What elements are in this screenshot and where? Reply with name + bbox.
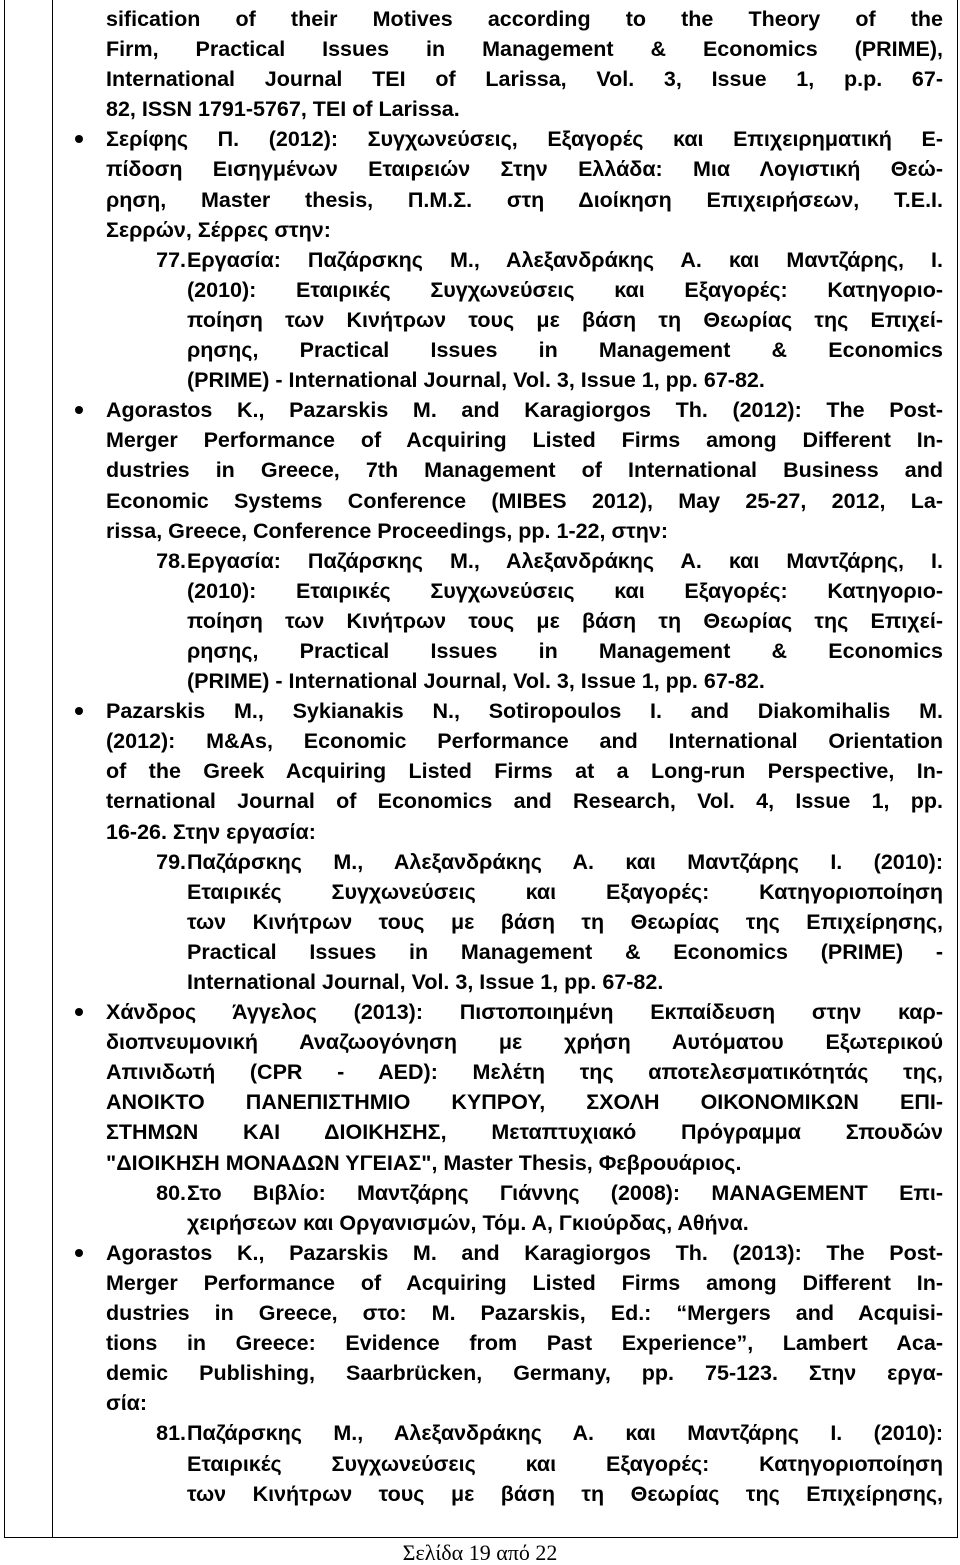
reference-text: Παζάρσκης Μ., Αλεξανδράκης Α. και Μαντζάρης Ι. (2010): (187, 1421, 943, 1446)
reference-number: 79. (156, 849, 186, 874)
reference-number: 78. (156, 548, 186, 573)
reference-text-line: των Κινήτρων τους με βάση τη Θεωρίας της Επιχείρησης, (187, 909, 943, 934)
reference-text-line: 16-26. Στην εργασία: (106, 819, 316, 844)
reference-text-line: Σερρών, Σέρρες στην: (106, 217, 331, 242)
reference-text-line: Εταιρικές Συγχωνεύσεις και Εξαγορές: Κατηγοριοποίηση (187, 1451, 943, 1476)
numbered-reference-line (67, 546, 943, 576)
reference-text-line: ποίηση των Κινήτρων τους με βάση τη Θεωρίας της Επιχεί- (187, 608, 943, 633)
reference-text-line: ternational Journal of Economics and Research, Vol. 4, Issue 1, pp. (106, 789, 943, 814)
reference-text-line: dustries in Greece, 7th Management of International Business and (106, 458, 943, 483)
reference-text-line: (2010): Εταιρικές Συγχωνεύσεις και Εξαγορές: Κατηγοριο- (187, 578, 943, 603)
page-footer: Σελίδα 19 από 22 (402, 1540, 558, 1565)
bullet-icon (75, 1008, 83, 1016)
reference-text-line: ποίηση των Κινήτρων τους με βάση τη Θεωρίας της Επιχεί- (187, 307, 943, 332)
numbered-reference-line (67, 1178, 943, 1208)
reference-text-line: dustries in Greece, στο: M. Pazarskis, Ed.: “Mergers and Acquisi- (106, 1301, 943, 1326)
reference-text: Παζάρσκης Μ., Αλεξανδράκης Α. και Μαντζάρης Ι. (2010): (187, 849, 943, 874)
bullet-icon (75, 406, 83, 414)
column-divider (52, 0, 53, 1537)
reference-text-line: πίδοση Εισηγμένων Εταιρειών Στην Ελλάδα: Μια Λογιστική Θεώ- (106, 157, 943, 182)
numbered-reference-line (67, 245, 943, 275)
reference-text-line: sification of their Motives according to the Theory of the (106, 7, 943, 31)
reference-text-line: ρησης, Practical Issues in Management & Economics (187, 338, 943, 363)
reference-text: Pazarskis M., Sykianakis N., Sotiropoulos I. and Diakomihalis M. (106, 699, 943, 724)
bullet-reference-line (106, 1238, 943, 1268)
reference-text-line: ΣΤΗΜΩΝ ΚΑΙ ΔΙΟΙΚΗΣΗΣ, Μεταπτυχιακό Πρόγραμμα Σπουδών (106, 1120, 943, 1145)
reference-text: Εργασία: Παζάρσκης Μ., Αλεξανδράκης Α. και Μαντζάρης, Ι. (187, 548, 943, 573)
reference-text-line: σία: (106, 1391, 148, 1416)
bullet-reference-line (106, 395, 943, 425)
reference-text-line: Economic Systems Conference (MIBES 2012), May 25-27, 2012, La- (106, 488, 943, 513)
reference-text-line: (PRIME) - International Journal, Vol. 3, Issue 1, pp. 67-82. (187, 669, 765, 694)
reference-text-line: Merger Performance of Acquiring Listed Firms among Different In- (106, 428, 943, 453)
reference-text-line: ρηση, Master thesis, Π.Μ.Σ. στη Διοίκηση Επιχειρήσεων, Τ.Ε.Ι. (106, 187, 943, 212)
bullet-reference-line (106, 696, 943, 726)
reference-text-line: ρησης, Practical Issues in Management & Economics (187, 638, 943, 663)
reference-text-line: (2012): M&As, Economic Performance and International Orientation (106, 729, 943, 754)
reference-text-line: των Κινήτρων τους με βάση τη Θεωρίας της Επιχείρησης, (187, 1481, 943, 1506)
reference-text-line: Απινιδωτή (CPR - AED): Μελέτη της αποτελεσματικότητάς της, (106, 1060, 943, 1085)
bullet-icon (75, 707, 83, 715)
reference-number: 77. (156, 247, 186, 272)
reference-text-line: (2010): Εταιρικές Συγχωνεύσεις και Εξαγορές: Κατηγοριο- (187, 277, 943, 302)
reference-text-line: 82, ISSN 1791-5767, TEI of Larissa. (106, 97, 460, 122)
reference-text: Agorastos K., Pazarskis M. and Karagiorgos Th. (2012): The Post- (106, 398, 943, 423)
reference-list (67, 4, 943, 1509)
bullet-icon (75, 1249, 83, 1257)
reference-text-line: (PRIME) - International Journal, Vol. 3, Issue 1, pp. 67-82. (187, 368, 765, 393)
reference-text-line: of the Greek Acquiring Listed Firms at a Long-run Perspective, In- (106, 759, 943, 784)
reference-text-line: ΑΝΟΙΚΤΟ ΠΑΝΕΠΙΣΤΗΜΙΟ ΚΥΠΡΟΥ, ΣΧΟΛΗ ΟΙΚΟΝΟΜΙΚΩΝ ΕΠΙ- (106, 1090, 943, 1115)
reference-text: Σερίφης Π. (2012): Συγχωνεύσεις, Εξαγορές και Επιχειρηματική Ε- (106, 127, 943, 152)
reference-text-line: International Journal TEI of Larissa, Vol. 3, Issue 1, p.p. 67- (106, 67, 943, 92)
reference-text-line: "ΔΙΟΙΚΗΣΗ ΜΟΝΑΔΩΝ ΥΓΕΙΑΣ", Master Thesis, Φεβρουάριος. (106, 1150, 742, 1175)
reference-text-line: rissa, Greece, Conference Proceedings, pp. 1-22, στην: (106, 518, 669, 543)
reference-text-line: demic Publishing, Saarbrücken, Germany, pp. 75-123. Στην εργα- (106, 1361, 943, 1386)
bullet-icon (75, 135, 83, 143)
reference-number: 80. (156, 1180, 186, 1205)
bullet-reference-line (106, 997, 943, 1027)
reference-text-line: Εταιρικές Συγχωνεύσεις και Εξαγορές: Κατηγοριοποίηση (187, 879, 943, 904)
reference-text-line: tions in Greece: Evidence from Past Experience”, Lambert Aca- (106, 1331, 943, 1356)
numbered-reference-line (67, 1418, 943, 1448)
reference-text-line: Firm, Practical Issues in Management & Economics (PRIME), (106, 37, 943, 62)
reference-number: 81. (156, 1421, 186, 1446)
reference-text-line: διοπνευμονική Αναζωογόνηση με χρήση Αυτόματου Εξωτερικού (106, 1030, 943, 1055)
reference-text-line: χειρήσεων και Οργανισμών, Τόμ. Α, Γκιούρδας, Αθήνα. (187, 1210, 749, 1235)
reference-text: Στο Βιβλίο: Μαντζάρης Γιάννης (2008): MANAGEMENT Επι- (187, 1180, 943, 1205)
bullet-reference-line (106, 124, 943, 154)
reference-text-line: International Journal, Vol. 3, Issue 1, pp. 67-82. (187, 970, 664, 994)
reference-text-line: Merger Performance of Acquiring Listed Firms among Different In- (106, 1270, 943, 1295)
numbered-reference-line (67, 847, 943, 877)
reference-text: Agorastos K., Pazarskis M. and Karagiorgos Th. (2013): The Post- (106, 1240, 943, 1265)
reference-text-line: Practical Issues in Management & Economics (PRIME) - (187, 939, 943, 964)
reference-text: Χάνδρος Άγγελος (2013): Πιστοποιημένη Εκπαίδευση στην καρ- (106, 1000, 943, 1025)
reference-text: Εργασία: Παζάρσκης Μ., Αλεξανδράκης Α. και Μαντζάρης, Ι. (187, 247, 943, 272)
